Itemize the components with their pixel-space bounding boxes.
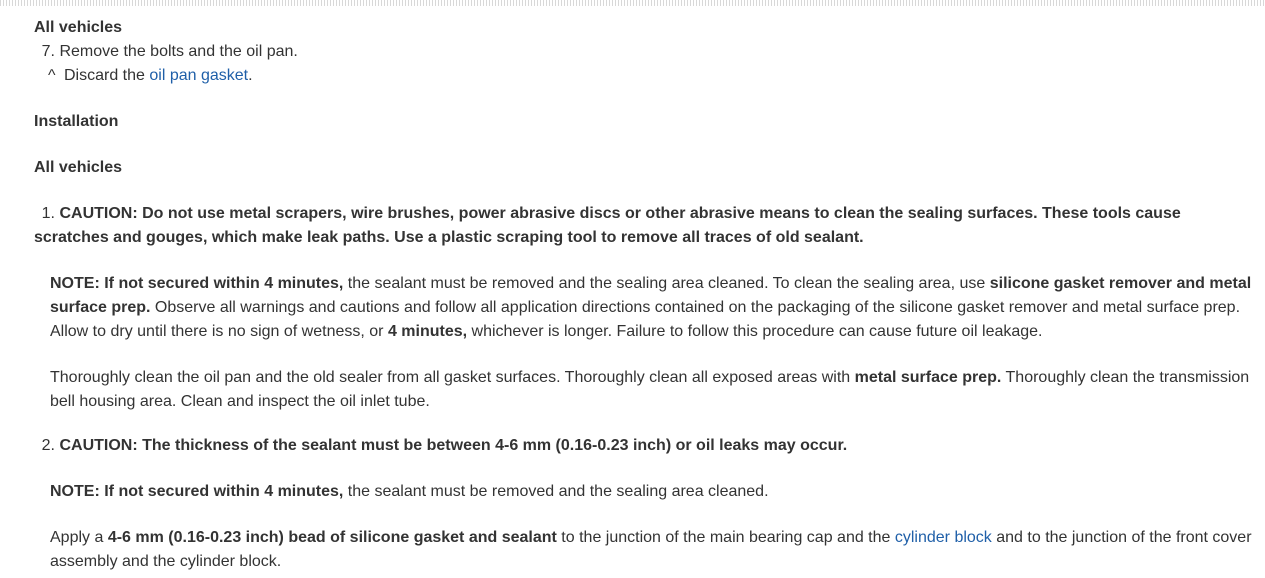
step-1-note xyxy=(34,272,1259,344)
caret-bullet-icon: ^ xyxy=(48,67,56,84)
note-text-3: whichever is longer. Failure to follow this procedure can cause future oil leakage. xyxy=(467,323,1043,340)
step-2-body xyxy=(34,526,1259,574)
section-heading-installation: Installation xyxy=(34,113,119,130)
step-2-note xyxy=(34,480,1259,504)
body-text-2: to the junction of the main bearing cap and the xyxy=(556,529,895,546)
step-number: 2. xyxy=(41,437,55,454)
note-text-1: the sealant must be removed and the sealing area cleaned. xyxy=(343,483,769,500)
body-bold-1: metal surface prep. xyxy=(854,369,1002,386)
note-bold-1: silicone gasket remover and metal surface prep. xyxy=(50,275,1252,316)
step-7-substep xyxy=(34,64,1259,88)
step-number: 7. xyxy=(41,43,55,60)
caution-text: CAUTION: The thickness of the sealant must be between 4-6 mm (0.16-0.23 inch) or oil leaks may occur. xyxy=(59,437,848,454)
step-2-caution xyxy=(34,434,1259,458)
step-number: 1. xyxy=(41,205,55,222)
caution-text: CAUTION: Do not use metal scrapers, wire brushes, power abrasive discs or other abrasive means to clean the sealing surfaces. These tools cause scratches and gouges, which make leak paths. Use a plastic scraping tool to remove all traces of old sealant. xyxy=(34,205,1181,246)
step-text: Remove the bolts and the oil pan. xyxy=(59,43,298,60)
note-text-1: the sealant must be removed and the sealing area cleaned. To clean the sealing area, use xyxy=(343,275,990,292)
note-label: NOTE: If not secured within 4 minutes, xyxy=(50,483,344,500)
cylinder-block-link[interactable]: cylinder block xyxy=(894,529,992,546)
body-text-1: Thoroughly clean the oil pan and the old sealer from all gasket surfaces. Thoroughly clean all exposed areas with xyxy=(50,369,855,386)
step-1-caution xyxy=(34,202,1259,250)
step-1-body xyxy=(34,366,1259,414)
note-bold-2: 4 minutes, xyxy=(387,323,468,340)
substep-text-after: . xyxy=(248,67,253,84)
substep-text-before: Discard the xyxy=(64,67,145,84)
body-text-3: and to the junction of the front cover assembly and the cylinder block. xyxy=(50,529,1252,570)
section-heading-all-vehicles: All vehicles xyxy=(34,19,123,36)
note-text-2: Observe all warnings and cautions and follow all application directions contained on the packaging of the silicone gasket remover and metal surface prep. Allow to dry until there is no sign of wetness, or xyxy=(50,299,1241,340)
body-text-2: Thoroughly clean the transmission bell housing area. Clean and inspect the oil inlet tube. xyxy=(50,369,1250,410)
subsection-heading-all-vehicles: All vehicles xyxy=(34,159,123,176)
body-text-1: Apply a xyxy=(50,529,108,546)
body-bold-1: 4-6 mm (0.16-0.23 inch) bead of silicone gasket and sealant xyxy=(107,529,557,546)
oil-pan-gasket-link[interactable]: oil pan gasket xyxy=(149,67,249,84)
step-7 xyxy=(34,40,1259,64)
note-label: NOTE: If not secured within 4 minutes, xyxy=(50,275,344,292)
top-border xyxy=(0,0,1265,6)
procedure-document xyxy=(34,16,1259,574)
